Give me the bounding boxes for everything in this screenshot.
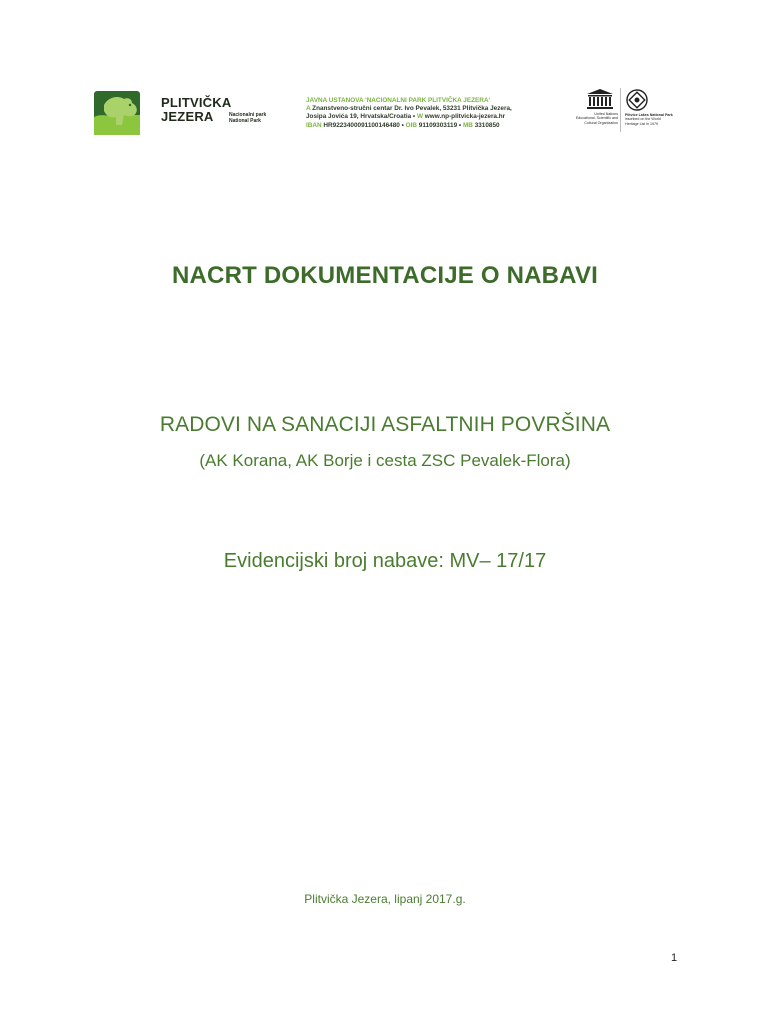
oib-value: 91109303119 • <box>418 121 462 129</box>
unesco-caption <box>566 112 618 125</box>
mb-value: 3310850 <box>474 121 500 129</box>
address-text: Znanstveno-stručni centar Dr. Ivo Pevalek, 53231 Plitvička Jezera, <box>312 105 512 113</box>
address-key: A <box>306 105 311 113</box>
world-heritage-logo <box>623 89 683 135</box>
logo-sub-line2: National Park <box>229 118 261 124</box>
contact-address-line1 <box>306 105 556 113</box>
world-heritage-caption <box>625 113 685 126</box>
whc-caption-line1: Plitvice Lakes National Park <box>625 113 673 117</box>
iban-key: IBAN <box>306 121 322 129</box>
place-and-date: Plitvička Jezera, lipanj 2017.g. <box>304 892 466 906</box>
unesco-caption-line2: Educational, Scientific and <box>575 116 618 121</box>
contact-block <box>306 97 556 130</box>
logo-divider <box>620 88 621 132</box>
web-key: W <box>416 113 423 121</box>
unesco-temple-icon <box>586 88 614 110</box>
website-link[interactable]: www.np-plitvicka-jezera.hr <box>424 113 506 121</box>
logo-name-line2: JEZERA <box>161 109 214 124</box>
unesco-caption-line1: United Nations <box>594 112 618 116</box>
contact-address-line2 <box>306 113 556 121</box>
logo-subtitle <box>229 112 289 124</box>
document-subject: RADOVI NA SANACIJI ASFALTNIH POVRŠINA <box>159 413 611 436</box>
document-subject-detail: (AK Korana, AK Borje i cesta ZSC Pevalek-Flora) <box>199 451 571 470</box>
letterhead <box>0 0 770 150</box>
procurement-number: Evidencijski broj nabave: MV– 17/17 <box>223 550 547 572</box>
whc-caption-line2: inscribed on the World <box>625 117 661 122</box>
unesco-caption-line3: Cultural Organization <box>584 120 618 125</box>
page-number: 1 <box>671 952 678 964</box>
logo-wordmark <box>161 95 267 124</box>
oib-key: OIB <box>405 121 417 129</box>
logo-sub-line1: Nacionalni park <box>229 112 267 118</box>
unesco-logo <box>566 88 626 136</box>
contact-bank-line <box>306 122 556 130</box>
logo-name-line1: PLITVIČKA <box>161 95 232 110</box>
document-title: NACRT DOKUMENTACIJE O NABAVI <box>171 262 599 289</box>
mb-key: MB <box>462 121 473 129</box>
institution-name: JAVNA USTANOVA 'NACIONALNI PARK PLITVIČKA JEZERA' <box>306 97 490 104</box>
iban-value: HR9223400091100146480 • <box>323 121 404 129</box>
address-text-2: Josipa Jovića 19, Hrvatska/Croatia • <box>306 113 416 121</box>
whc-caption-line3: Heritage List in 1979 <box>625 121 658 126</box>
plitvicka-bear-logo-icon <box>94 91 140 135</box>
world-heritage-emblem-icon <box>625 89 649 111</box>
